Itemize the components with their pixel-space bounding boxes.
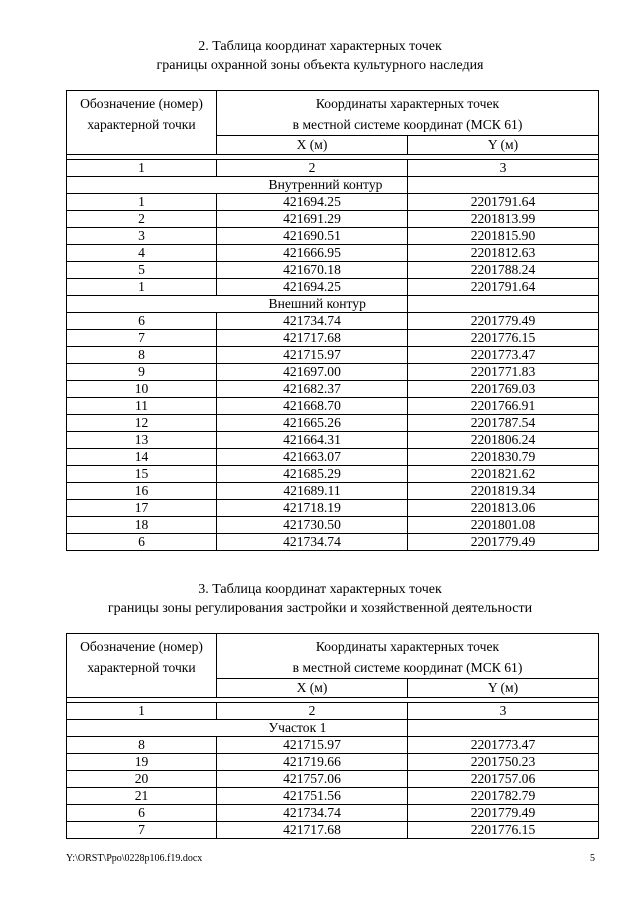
point-number-cell: 12 — [67, 415, 217, 432]
header-row — [67, 634, 599, 679]
point-number-cell: 2 — [67, 211, 217, 228]
coords-label-header — [217, 634, 599, 679]
x-coordinate-cell: 421665.26 — [217, 415, 408, 432]
section-label: Внешний контур — [217, 296, 408, 313]
y-coordinate-cell: 2201813.06 — [408, 500, 599, 517]
table-row — [67, 313, 599, 330]
column-number: 3 — [408, 160, 599, 177]
point-number-cell: 7 — [67, 330, 217, 347]
x-coordinate-cell: 421717.68 — [217, 822, 408, 839]
x-coordinate-cell: 421685.29 — [217, 466, 408, 483]
table-row — [67, 822, 599, 839]
y-coordinate-cell: 2201791.64 — [408, 279, 599, 296]
column-number-row — [67, 160, 599, 177]
table-row — [67, 483, 599, 500]
table-row — [67, 788, 599, 805]
section-row — [67, 296, 599, 313]
x-coordinate-cell: 421694.25 — [217, 194, 408, 211]
y-coordinate-cell: 2201771.83 — [408, 364, 599, 381]
y-coordinate-cell: 2201821.62 — [408, 466, 599, 483]
x-coordinate-cell: 421734.74 — [217, 805, 408, 822]
x-coordinate-cell: 421757.06 — [217, 771, 408, 788]
section-empty-cell — [408, 177, 599, 194]
y-coordinate-cell: 2201766.91 — [408, 398, 599, 415]
table-row — [67, 432, 599, 449]
title-line: 3. Таблица координат характерных точек — [198, 582, 442, 597]
table-row — [67, 245, 599, 262]
x-coordinate-cell: 421697.00 — [217, 364, 408, 381]
point-number-cell: 1 — [67, 279, 217, 296]
point-number-cell: 8 — [67, 347, 217, 364]
coords-label-header — [217, 91, 599, 136]
x-coordinate-cell: 421668.70 — [217, 398, 408, 415]
table-row — [67, 754, 599, 771]
point-number-cell: 14 — [67, 449, 217, 466]
x-coordinate-cell: 421717.68 — [217, 330, 408, 347]
point-number-cell: 20 — [67, 771, 217, 788]
page-number: 5 — [590, 853, 595, 864]
section-empty-cell — [408, 296, 599, 313]
coords-label-line: в местной системе координат (МСК 61) — [292, 117, 523, 132]
point-number-cell: 7 — [67, 822, 217, 839]
point-number-cell: 5 — [67, 262, 217, 279]
table-row — [67, 381, 599, 398]
column-number-row — [67, 703, 599, 720]
header-row — [67, 91, 599, 136]
y-coordinate-cell: 2201779.49 — [408, 805, 599, 822]
coords-label-line: в местной системе координат (МСК 61) — [292, 660, 523, 675]
point-number-cell: 3 — [67, 228, 217, 245]
table-row — [67, 517, 599, 534]
section-empty-cell — [67, 720, 217, 737]
x-coordinate-cell: 421691.29 — [217, 211, 408, 228]
y-coordinate-cell: 2201830.79 — [408, 449, 599, 466]
table-row — [67, 805, 599, 822]
x-coordinate-cell: 421666.95 — [217, 245, 408, 262]
y-column-header: Y (м) — [408, 136, 599, 155]
y-coordinate-cell: 2201815.90 — [408, 228, 599, 245]
column-number: 2 — [217, 703, 408, 720]
title-line: границы зоны регулирования застройки и хозяйственной деятельности — [107, 601, 533, 616]
point-number-cell: 17 — [67, 500, 217, 517]
y-coordinate-cell: 2201788.24 — [408, 262, 599, 279]
title-line: границы охранной зоны объекта культурного наследия — [156, 58, 484, 73]
y-coordinate-cell: 2201776.15 — [408, 330, 599, 347]
table-row — [67, 415, 599, 432]
point-number-cell: 8 — [67, 737, 217, 754]
x-coordinate-cell: 421734.74 — [217, 313, 408, 330]
y-coordinate-cell: 2201806.24 — [408, 432, 599, 449]
y-coordinate-cell: 2201776.15 — [408, 822, 599, 839]
coordinates-table-3 — [66, 633, 599, 839]
x-coordinate-cell: 421670.18 — [217, 262, 408, 279]
title-line: 2. Таблица координат характерных точек — [198, 39, 442, 54]
x-coordinate-cell: 421719.66 — [217, 754, 408, 771]
point-number-cell: 6 — [67, 534, 217, 551]
x-coordinate-cell: 421715.97 — [217, 737, 408, 754]
point-number-cell: 4 — [67, 245, 217, 262]
section-empty-cell — [67, 177, 217, 194]
y-coordinate-cell: 2201812.63 — [408, 245, 599, 262]
point-label-line: характерной точки — [87, 660, 196, 675]
column-number: 3 — [408, 703, 599, 720]
table-row — [67, 330, 599, 347]
point-number-cell: 6 — [67, 313, 217, 330]
section-label: Внутренний контур — [217, 177, 408, 194]
y-coordinate-cell: 2201779.49 — [408, 534, 599, 551]
y-coordinate-cell: 2201813.99 — [408, 211, 599, 228]
column-number: 1 — [67, 160, 217, 177]
point-label-header — [67, 634, 217, 698]
y-column-header: Y (м) — [408, 679, 599, 698]
table-row — [67, 466, 599, 483]
section-row — [67, 720, 599, 737]
column-number: 1 — [67, 703, 217, 720]
point-number-cell: 6 — [67, 805, 217, 822]
footer-file-path: Y:\ORST\Ppo\0228p106.f19.docx — [66, 853, 203, 864]
x-coordinate-cell: 421689.11 — [217, 483, 408, 500]
x-coordinate-cell: 421664.31 — [217, 432, 408, 449]
x-coordinate-cell: 421751.56 — [217, 788, 408, 805]
x-coordinate-cell: 421682.37 — [217, 381, 408, 398]
table-row — [67, 262, 599, 279]
x-coordinate-cell: 421718.19 — [217, 500, 408, 517]
y-coordinate-cell: 2201801.08 — [408, 517, 599, 534]
y-coordinate-cell: 2201773.47 — [408, 347, 599, 364]
table-row — [67, 771, 599, 788]
table-row — [67, 347, 599, 364]
point-label-header — [67, 91, 217, 155]
section-empty-cell — [408, 720, 599, 737]
point-number-cell: 16 — [67, 483, 217, 500]
table-row — [67, 211, 599, 228]
y-coordinate-cell: 2201782.79 — [408, 788, 599, 805]
y-coordinate-cell: 2201819.34 — [408, 483, 599, 500]
x-column-header: X (м) — [217, 136, 408, 155]
y-coordinate-cell: 2201769.03 — [408, 381, 599, 398]
table-3-title — [0, 580, 640, 618]
y-coordinate-cell: 2201773.47 — [408, 737, 599, 754]
table-row — [67, 228, 599, 245]
y-coordinate-cell: 2201757.06 — [408, 771, 599, 788]
table-row — [67, 194, 599, 211]
point-label-line: Обозначение (номер) — [80, 96, 203, 111]
coords-label-line: Координаты характерных точек — [315, 639, 500, 654]
y-coordinate-cell: 2201787.54 — [408, 415, 599, 432]
x-coordinate-cell: 421715.97 — [217, 347, 408, 364]
table-row — [67, 398, 599, 415]
table-row — [67, 500, 599, 517]
table-row — [67, 737, 599, 754]
point-label-line: Обозначение (номер) — [80, 639, 203, 654]
point-label-line: характерной точки — [87, 117, 196, 132]
point-number-cell: 18 — [67, 517, 217, 534]
table-row — [67, 364, 599, 381]
y-coordinate-cell: 2201791.64 — [408, 194, 599, 211]
table-2-title — [0, 37, 640, 75]
point-number-cell: 15 — [67, 466, 217, 483]
y-coordinate-cell: 2201779.49 — [408, 313, 599, 330]
section-row — [67, 177, 599, 194]
point-number-cell: 1 — [67, 194, 217, 211]
point-number-cell: 11 — [67, 398, 217, 415]
point-number-cell: 21 — [67, 788, 217, 805]
table-row — [67, 279, 599, 296]
coordinates-table-2 — [66, 90, 599, 551]
coords-label-line: Координаты характерных точек — [315, 96, 500, 111]
point-number-cell: 13 — [67, 432, 217, 449]
x-coordinate-cell: 421734.74 — [217, 534, 408, 551]
x-coordinate-cell: 421694.25 — [217, 279, 408, 296]
table-row — [67, 449, 599, 466]
point-number-cell: 10 — [67, 381, 217, 398]
section-label: Участок 1 — [217, 720, 408, 737]
x-coordinate-cell: 421690.51 — [217, 228, 408, 245]
point-number-cell: 19 — [67, 754, 217, 771]
column-number: 2 — [217, 160, 408, 177]
section-empty-cell — [67, 296, 217, 313]
x-coordinate-cell: 421730.50 — [217, 517, 408, 534]
point-number-cell: 9 — [67, 364, 217, 381]
x-coordinate-cell: 421663.07 — [217, 449, 408, 466]
x-column-header: X (м) — [217, 679, 408, 698]
y-coordinate-cell: 2201750.23 — [408, 754, 599, 771]
table-row — [67, 534, 599, 551]
